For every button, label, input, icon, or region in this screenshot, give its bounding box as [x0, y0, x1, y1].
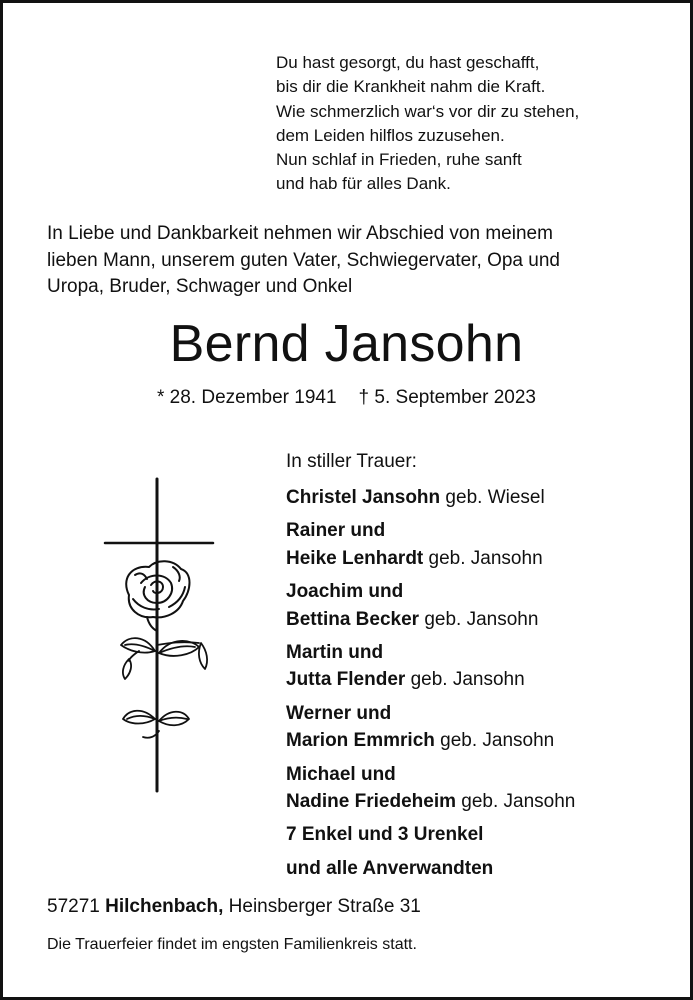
mourner-name: Rainer und — [286, 520, 386, 542]
birth-date: * 28. Dezember 1941 — [156, 387, 337, 408]
address-street: Heinsberger Straße 31 — [228, 896, 421, 917]
mourners-list — [286, 484, 575, 882]
mourner-name: Joachim und — [286, 581, 404, 603]
list-item — [286, 484, 575, 511]
intro-line: Uropa, Bruder, Schwager und Onkel — [47, 276, 353, 297]
address-zip: 57271 — [47, 896, 100, 917]
mourner-note: geb. Jansohn — [456, 791, 576, 813]
mourner-name: Heike Lenhardt — [286, 547, 424, 569]
death-date: † 5. September 2023 — [358, 387, 537, 408]
address — [47, 894, 421, 920]
list-item — [286, 727, 575, 754]
poem-line: Nun schlaf in Frieden, ruhe sanft — [276, 150, 522, 170]
mourner-name: Werner und — [286, 702, 392, 724]
poem-line: bis dir die Krankheit nahm die Kraft. — [276, 77, 546, 97]
ceremony-note: Die Trauerfeier findet im engsten Familienkreis statt. — [47, 936, 417, 953]
farewell-intro — [47, 221, 667, 301]
list-item — [286, 855, 575, 882]
cross-with-rose-icon — [99, 475, 217, 795]
mourner-note: geb. Jansohn — [434, 730, 555, 752]
intro-line: lieben Mann, unserem guten Vater, Schwiegervater, Opa und — [47, 249, 560, 271]
mourning-label: In stiller Trauer: — [286, 451, 417, 472]
list-item — [286, 761, 575, 788]
mourner-name: 7 Enkel und 3 Urenkel — [286, 824, 484, 846]
mourner-name: Jutta Flender — [286, 669, 406, 691]
poem-line: Wie schmerzlich war‘s vor dir zu stehen, — [276, 101, 580, 121]
poem-line: dem Leiden hilflos zuzusehen. — [276, 125, 505, 145]
list-item — [286, 821, 575, 848]
list-item — [286, 578, 575, 605]
list-item — [286, 639, 575, 666]
mourner-name: Martin und — [286, 642, 384, 664]
mourner-name: und alle Anverwandten — [286, 857, 494, 879]
deceased-name: Bernd Jansohn — [169, 315, 524, 373]
list-item — [286, 545, 575, 572]
mourner-name: Nadine Friedeheim — [286, 791, 456, 813]
list-item — [286, 517, 575, 544]
poem — [276, 51, 579, 197]
mourner-note: geb. Jansohn — [419, 608, 539, 630]
mourner-note: geb. Jansohn — [405, 669, 525, 691]
list-item — [286, 788, 575, 815]
poem-line: und hab für alles Dank. — [276, 174, 451, 194]
intro-line: In Liebe und Dankbarkeit nehmen wir Abschied von meinem — [47, 223, 553, 244]
poem-line: Du hast gesorgt, du hast geschafft, — [276, 53, 540, 72]
address-city: Hilchenbach, — [105, 896, 224, 917]
mourner-note: geb. Wiesel — [440, 487, 545, 508]
life-dates — [3, 385, 690, 411]
mourner-name: Marion Emmrich — [286, 730, 435, 752]
mourner-name: Christel Jansohn — [286, 487, 441, 508]
list-item — [286, 700, 575, 727]
mourner-note: geb. Jansohn — [423, 547, 543, 569]
list-item — [286, 666, 575, 693]
mourner-name: Bettina Becker — [286, 608, 420, 630]
mourner-name: Michael und — [286, 763, 396, 785]
list-item — [286, 606, 575, 633]
